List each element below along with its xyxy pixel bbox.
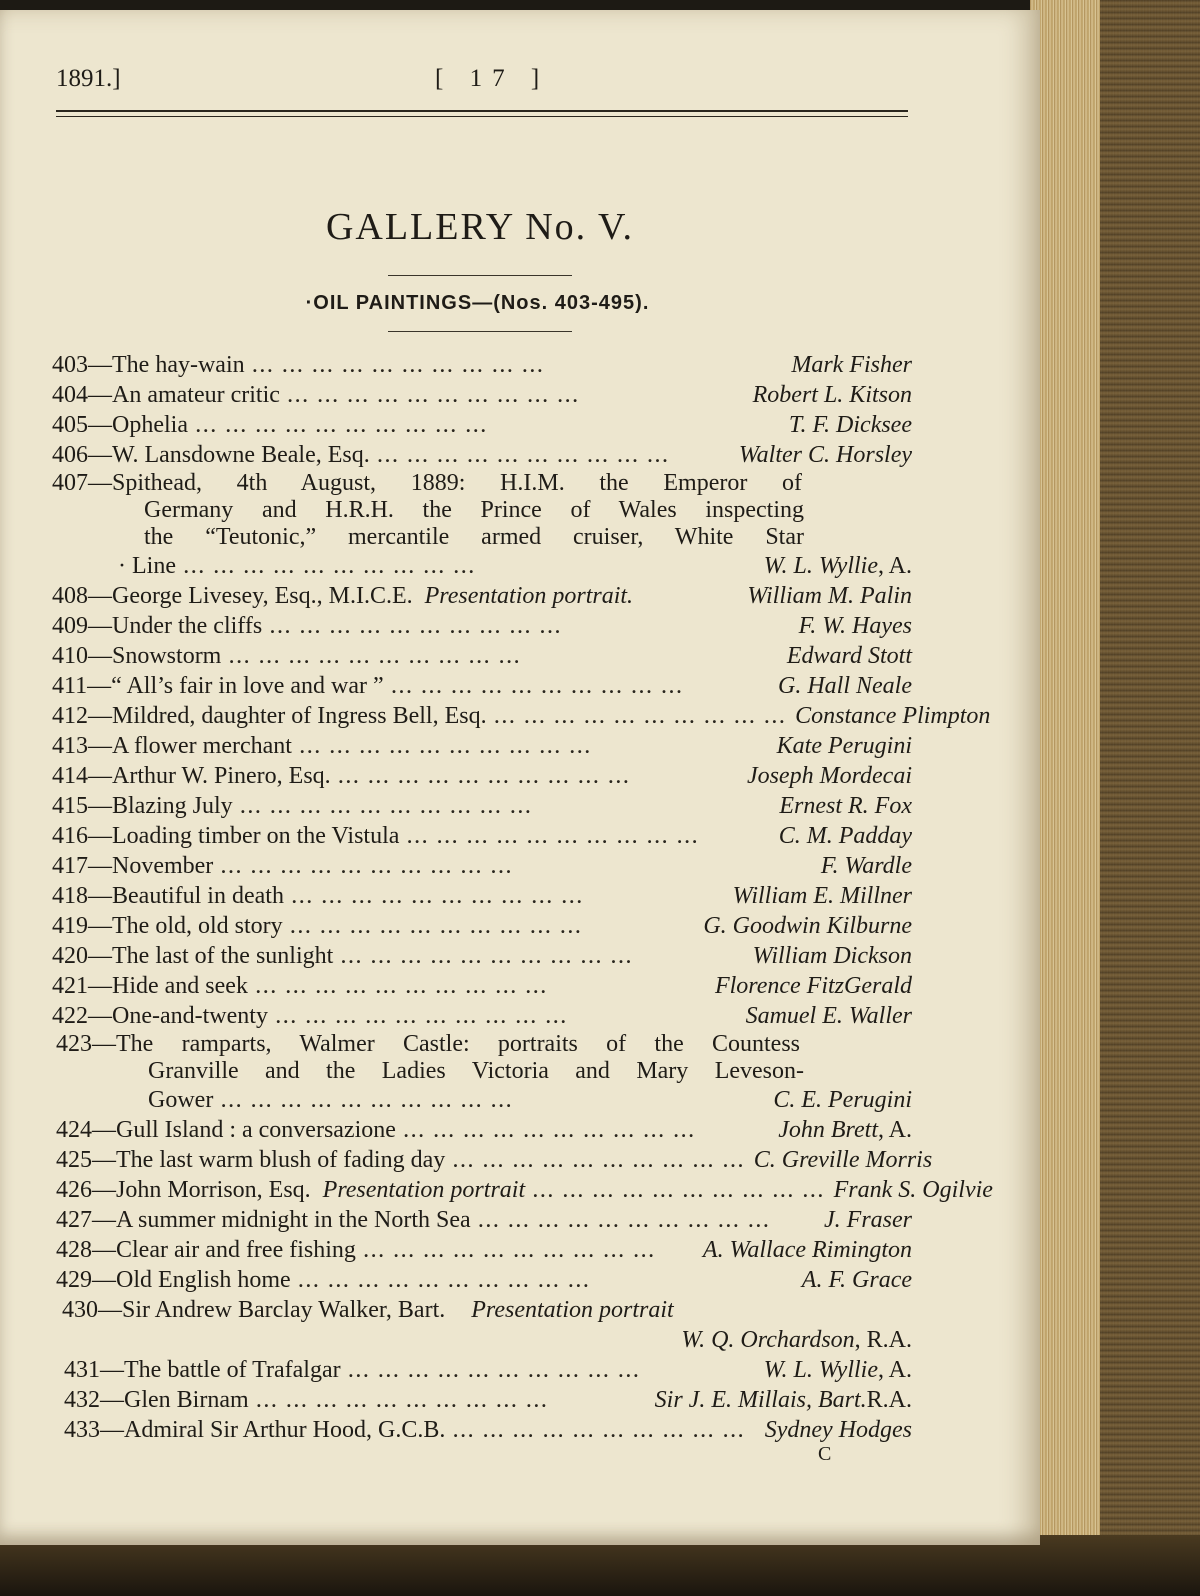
- entry-title: A summer midnight in the North Sea: [116, 1207, 471, 1233]
- entry-artist: Mark Fisher: [791, 352, 912, 378]
- entry-title-line: Spithead, 4th August, 1889: H.I.M. the Emperor of: [112, 470, 802, 496]
- entry-artist: Samuel E. Waller: [745, 1003, 912, 1029]
- catalogue-entry-430: 430 — Sir Andrew Barclay Walker, Bart. Presentation portrait W. Q. Orchardson, R.A.: [62, 1297, 912, 1353]
- leader-dots: ... ... ... ... ... ... ... ... ... ...: [494, 707, 788, 727]
- entry-title: One-and-twenty: [112, 1003, 268, 1029]
- entry-number: 410: [52, 643, 88, 669]
- leader-dots: ... ... ... ... ... ... ... ... ... ...: [403, 1121, 697, 1141]
- artist-suffix: , A.: [877, 553, 912, 579]
- entry-number: 406: [52, 442, 88, 468]
- leader-dots: ... ... ... ... ... ... ... ... ... ...: [363, 1241, 657, 1261]
- entry-title: The battle of Trafalgar: [124, 1357, 341, 1383]
- entry-artist: Ernest R. Fox: [779, 793, 912, 819]
- artist-suffix: , R.A.: [854, 1327, 912, 1353]
- leader-dots: ... ... ... ... ... ... ... ... ... ...: [299, 737, 593, 757]
- entry-number: 430: [62, 1297, 98, 1323]
- page-number: [ 17 ]: [435, 65, 550, 92]
- entry-title: Mildred, daughter of Ingress Bell, Esq.: [112, 703, 487, 729]
- entry-artist: C. M. Padday: [778, 823, 912, 849]
- entry-number: 420: [52, 943, 88, 969]
- leader-dots: ... ... ... ... ... ... ... ... ... ...: [338, 767, 632, 787]
- entry-number: 429: [56, 1267, 92, 1293]
- catalogue-entry-405: 405 — Ophelia ... ... ... ... ... ... ... ... ... ... T. F. Dicksee: [52, 410, 912, 440]
- entry-number: 408: [52, 583, 88, 609]
- entry-number: 431: [64, 1357, 100, 1383]
- entry-artist: Sir J. E. Millais, Bart.: [654, 1387, 867, 1413]
- leader-dots: ... ... ... ... ... ... ... ... ... ...: [533, 1181, 826, 1201]
- entry-title: Snowstorm: [112, 643, 222, 669]
- entry-title: Gull Island : a conversazione: [116, 1117, 396, 1143]
- catalogue-entry-414: 414 — Arthur W. Pinero, Esq. ... ... ... ... ... ... ... ... ... ... Joseph Mordecai: [52, 761, 912, 791]
- entry-title: Glen Birnam: [124, 1387, 249, 1413]
- entry-title-line: Granville and the Ladies Victoria and Mary Leveson-: [148, 1058, 804, 1084]
- leader-dots: ... ... ... ... ... ... ... ... ... ...: [341, 947, 634, 967]
- entry-title: Sir Andrew Barclay Walker, Bart.: [122, 1297, 446, 1323]
- leader-dots: ... ... ... ... ... ... ... ... ... ...: [287, 386, 581, 406]
- entry-artist: W. Q. Orchardson: [681, 1327, 855, 1353]
- entry-title: Gower: [148, 1087, 214, 1113]
- entry-number: 413: [52, 733, 88, 759]
- entry-title-line: the “Teutonic,” mercantile armed cruiser, White Star: [144, 524, 804, 550]
- signature-mark: C: [818, 1443, 832, 1465]
- gallery-title: GALLERY No. V.: [325, 206, 635, 248]
- catalogue-entry-418: 418 — Beautiful in death ... ... ... ... ... ... ... ... ... ... William E. Millner: [52, 881, 912, 911]
- leader-dots: ... ... ... ... ... ... ... ... ... ...: [290, 917, 584, 937]
- catalogue-entry-420: 420 — The last of the sunlight ... ... ... ... ... ... ... ... ... ... William Dickson: [52, 941, 912, 971]
- catalogue-entry-426: 426 — John Morrison, Esq. Presentation portrait ... ... ... ... ... ... ... ... ... ... Frank S. Ogilvie: [52, 1175, 912, 1205]
- entry-number: 404: [52, 382, 88, 408]
- entry-title: Old English home: [116, 1267, 291, 1293]
- entry-title: The last warm blush of fading day: [116, 1147, 446, 1173]
- entry-artist: Walter C. Horsley: [738, 442, 912, 468]
- entry-artist: C. Greville Morris: [753, 1147, 933, 1173]
- leader-dots: ... ... ... ... ... ... ... ... ... ...: [240, 797, 534, 817]
- entry-number: 416: [52, 823, 88, 849]
- artist-suffix: , A.: [877, 1117, 912, 1143]
- entry-title: The last of the sunlight: [112, 943, 334, 969]
- entry-title: · Line: [118, 553, 176, 579]
- entry-title: Beautiful in death: [112, 883, 284, 909]
- entry-number: 418: [52, 883, 88, 909]
- entry-title: “ All’s fair in love and war ”: [111, 673, 384, 699]
- catalogue-entry-432: 432 — Glen Birnam ... ... ... ... ... ... ... ... ... ... Sir J. E. Millais, Bart. R.A.: [52, 1385, 912, 1415]
- entry-number: 414: [52, 763, 88, 789]
- entry-title: A flower merchant: [112, 733, 292, 759]
- leader-dots: ... ... ... ... ... ... ... ... ... ...: [291, 887, 585, 907]
- entry-note: Presentation portrait: [471, 1297, 674, 1323]
- entry-title: The old, old story: [112, 913, 283, 939]
- divider-rule: [388, 275, 572, 276]
- entry-number: 425: [56, 1147, 92, 1173]
- entry-artist: C. E. Perugini: [773, 1087, 912, 1113]
- entry-title: W. Lansdowne Beale, Esq.: [112, 442, 370, 468]
- entry-number: 415: [52, 793, 88, 819]
- entry-number: 433: [64, 1417, 100, 1443]
- leader-dots: ... ... ... ... ... ... ... ... ... ...: [183, 557, 477, 577]
- catalogue-entry-406: 406 — W. Lansdowne Beale, Esq. ... ... ... ... ... ... ... ... ... ... Walter C. Horsley: [52, 440, 912, 470]
- header-rule-thin: [56, 116, 908, 117]
- entry-artist: Kate Perugini: [776, 733, 912, 759]
- entry-title-line: Germany and H.R.H. the Prince of Wales inspecting: [144, 497, 804, 523]
- artist-suffix: R.A.: [866, 1387, 912, 1413]
- leader-dots: ... ... ... ... ... ... ... ... ... ...: [221, 1091, 514, 1111]
- entry-artist: William M. Palin: [747, 583, 912, 609]
- leader-dots: ... ... ... ... ... ... ... ... ... ...: [377, 446, 671, 466]
- catalogue-entry-413: 413 — A flower merchant ... ... ... ... ... ... ... ... ... ... Kate Perugini: [52, 731, 912, 761]
- leader-dots: ... ... ... ... ... ... ... ... ... ...: [275, 1007, 569, 1027]
- entry-title: Under the cliffs: [112, 613, 263, 639]
- entry-artist: A. Wallace Rimington: [702, 1237, 912, 1263]
- entry-artist: W. L. Wyllie: [763, 1357, 878, 1383]
- catalogue-entry-431: 431 — The battle of Trafalgar ... ... ... ... ... ... ... ... ... ... W. L. Wyllie , A.: [52, 1355, 912, 1385]
- entry-artist: Edward Stott: [786, 643, 912, 669]
- entry-title: Blazing July: [112, 793, 233, 819]
- entry-number: 426: [56, 1177, 92, 1203]
- entry-artist: A. F. Grace: [801, 1267, 912, 1293]
- catalogue-entry-419: 419 — The old, old story ... ... ... ... ... ... ... ... ... ... G. Goodwin Kilburne: [52, 911, 912, 941]
- entry-number: 427: [56, 1207, 92, 1233]
- entry-artist: Constance Plimpton: [795, 703, 991, 729]
- artist-suffix: , A.: [877, 1357, 912, 1383]
- entry-number: 403: [52, 352, 88, 378]
- entry-artist: F. W. Hayes: [798, 613, 912, 639]
- catalogue-entry-424: 424 — Gull Island : a conversazione ... ... ... ... ... ... ... ... ... ... John Brett , A.: [52, 1115, 912, 1145]
- entry-artist: T. F. Dicksee: [788, 412, 912, 438]
- book-cover-edge: [1100, 0, 1200, 1596]
- entry-title: Ophelia: [112, 412, 188, 438]
- entry-artist: Florence FitzGerald: [714, 973, 912, 999]
- running-head-year: 1891.]: [56, 65, 121, 92]
- divider-rule: [388, 331, 572, 332]
- catalogue-entry-408: 408 — George Livesey, Esq., M.I.C.E. Presentation portrait. William M. Palin: [52, 583, 912, 609]
- leader-dots: ... ... ... ... ... ... ... ... ... ...: [453, 1421, 746, 1441]
- leader-dots: ... ... ... ... ... ... ... ... ... ...: [407, 827, 700, 847]
- entry-artist: William Dickson: [752, 943, 912, 969]
- leader-dots: ... ... ... ... ... ... ... ... ... ...: [298, 1271, 592, 1291]
- catalogue-entry-422: 422 — One-and-twenty ... ... ... ... ... ... ... ... ... ... Samuel E. Waller: [52, 1001, 912, 1031]
- entry-number: 405: [52, 412, 88, 438]
- leader-dots: ... ... ... ... ... ... ... ... ... ...: [270, 617, 563, 637]
- entry-artist: G. Hall Neale: [778, 673, 912, 699]
- catalogue-entry-409: 409 — Under the cliffs ... ... ... ... ... ... ... ... ... ... F. W. Hayes: [52, 611, 912, 641]
- entry-artist: Robert L. Kitson: [752, 382, 912, 408]
- entry-title: Clear air and free fishing: [116, 1237, 356, 1263]
- catalogue-entry-412: 412 — Mildred, daughter of Ingress Bell, Esq. ... ... ... ... ... ... ... ... ... ... Constance Plimpton: [52, 701, 912, 731]
- header-rule: [56, 110, 908, 112]
- leader-dots: ... ... ... ... ... ... ... ... ... ...: [229, 647, 522, 667]
- leader-dots: ... ... ... ... ... ... ... ... ... ...: [478, 1211, 772, 1231]
- entry-number: 407: [52, 470, 88, 496]
- catalogue-entry-421: 421 — Hide and seek ... ... ... ... ... ... ... ... ... ... Florence FitzGerald: [52, 971, 912, 1001]
- entry-title: Loading timber on the Vistula: [112, 823, 400, 849]
- entry-title: Arthur W. Pinero, Esq.: [112, 763, 331, 789]
- catalogue-entry-427: 427 — A summer midnight in the North Sea ... ... ... ... ... ... ... ... ... ... J. Fraser: [52, 1205, 912, 1235]
- entry-number: 417: [52, 853, 88, 879]
- leader-dots: ... ... ... ... ... ... ... ... ... ...: [221, 857, 514, 877]
- entry-number: 428: [56, 1237, 92, 1263]
- catalogue-entry-403: 403 — The hay-wain ... ... ... ... ... ... ... ... ... ... Mark Fisher: [52, 350, 912, 380]
- catalogue-page: [0, 10, 1040, 1545]
- entry-artist: Sydney Hodges: [764, 1417, 912, 1443]
- entry-artist: G. Goodwin Kilburne: [703, 913, 912, 939]
- entry-title: George Livesey, Esq., M.I.C.E.: [112, 583, 413, 609]
- entry-artist: Joseph Mordecai: [746, 763, 912, 789]
- entry-number: 432: [64, 1387, 100, 1413]
- entry-number: 424: [56, 1117, 92, 1143]
- entry-title: An amateur critic: [112, 382, 280, 408]
- leader-dots: ... ... ... ... ... ... ... ... ... ...: [391, 677, 685, 697]
- catalogue-entry-411: 411 — “ All’s fair in love and war ” ... ... ... ... ... ... ... ... ... ... G. Hall Neale: [52, 671, 912, 701]
- entry-artist: John Brett: [778, 1117, 878, 1143]
- catalogue-entry-429: 429 — Old English home ... ... ... ... ... ... ... ... ... ... A. F. Grace: [52, 1265, 912, 1295]
- entry-number: 422: [52, 1003, 88, 1029]
- entry-title: Admiral Sir Arthur Hood, G.C.B.: [124, 1417, 446, 1443]
- catalogue-entry-415: 415 — Blazing July ... ... ... ... ... ... ... ... ... ... Ernest R. Fox: [52, 791, 912, 821]
- entry-number: 409: [52, 613, 88, 639]
- catalogue-entry-404: 404 — An amateur critic ... ... ... ... ... ... ... ... ... ... Robert L. Kitson: [52, 380, 912, 410]
- entry-number: 412: [52, 703, 88, 729]
- catalogue-entry-423: 423 — The ramparts, Walmer Castle: portraits of the Countess Granville and the Ladies Victoria and Mary Leveson- Gower ... ... ... ... ... ... ... ... ... ... C. E. Perugini: [52, 1031, 912, 1115]
- entry-artist: Frank S. Ogilvie: [833, 1177, 993, 1203]
- leader-dots: ... ... ... ... ... ... ... ... ... ...: [453, 1151, 746, 1171]
- entry-artist: W. L. Wyllie: [763, 553, 878, 579]
- leader-dots: ... ... ... ... ... ... ... ... ... ...: [256, 1391, 550, 1411]
- catalogue-entry-417: 417 — November ... ... ... ... ... ... ... ... ... ... F. Wardle: [52, 851, 912, 881]
- entry-number: 421: [52, 973, 88, 999]
- entry-number: 423: [56, 1031, 92, 1057]
- entry-title-line: The ramparts, Walmer Castle: portraits of the Countess: [116, 1031, 800, 1057]
- entry-artist: William E. Millner: [732, 883, 912, 909]
- catalogue-entry-410: 410 — Snowstorm ... ... ... ... ... ... ... ... ... ... Edward Stott: [52, 641, 912, 671]
- section-heading: ·OIL PAINTINGS—(Nos. 403-495).: [305, 292, 650, 314]
- leader-dots: ... ... ... ... ... ... ... ... ... ...: [252, 356, 546, 376]
- leader-dots: ... ... ... ... ... ... ... ... ... ...: [195, 416, 489, 436]
- entry-title: John Morrison, Esq.: [116, 1177, 311, 1203]
- catalogue-entry-416: 416 — Loading timber on the Vistula ... ... ... ... ... ... ... ... ... ... C. M. Padday: [52, 821, 912, 851]
- entry-number: 411: [52, 673, 88, 699]
- entry-title: Hide and seek: [112, 973, 248, 999]
- catalogue-entry-428: 428 — Clear air and free fishing ... ... ... ... ... ... ... ... ... ... A. Wallace Rimington: [52, 1235, 912, 1265]
- catalogue-entry-433: 433 — Admiral Sir Arthur Hood, G.C.B. ... ... ... ... ... ... ... ... ... ... Sydney Hodges: [52, 1415, 912, 1445]
- entry-artist: J. Fraser: [824, 1207, 912, 1233]
- entry-title: November: [112, 853, 214, 879]
- entry-note: Presentation portrait: [322, 1177, 526, 1203]
- catalogue-entry-407: 407 — Spithead, 4th August, 1889: H.I.M. the Emperor of Germany and H.R.H. the Prince of Wales inspecting the “Teutonic,” mercantile armed cruiser, White Star · Line ... ... ... ... ... ... ... ... ... ... W. L. Wyllie , A.: [52, 470, 912, 581]
- entry-title: The hay-wain: [112, 352, 245, 378]
- entry-note: Presentation portrait.: [424, 583, 634, 609]
- entry-number: 419: [52, 913, 88, 939]
- leader-dots: ... ... ... ... ... ... ... ... ... ...: [348, 1361, 642, 1381]
- leader-dots: ... ... ... ... ... ... ... ... ... ...: [255, 977, 549, 997]
- catalogue-entries: [52, 350, 993, 1445]
- entry-artist: F. Wardle: [820, 853, 912, 879]
- catalogue-entry-425: 425 — The last warm blush of fading day ... ... ... ... ... ... ... ... ... ... C. Greville Morris: [52, 1145, 912, 1175]
